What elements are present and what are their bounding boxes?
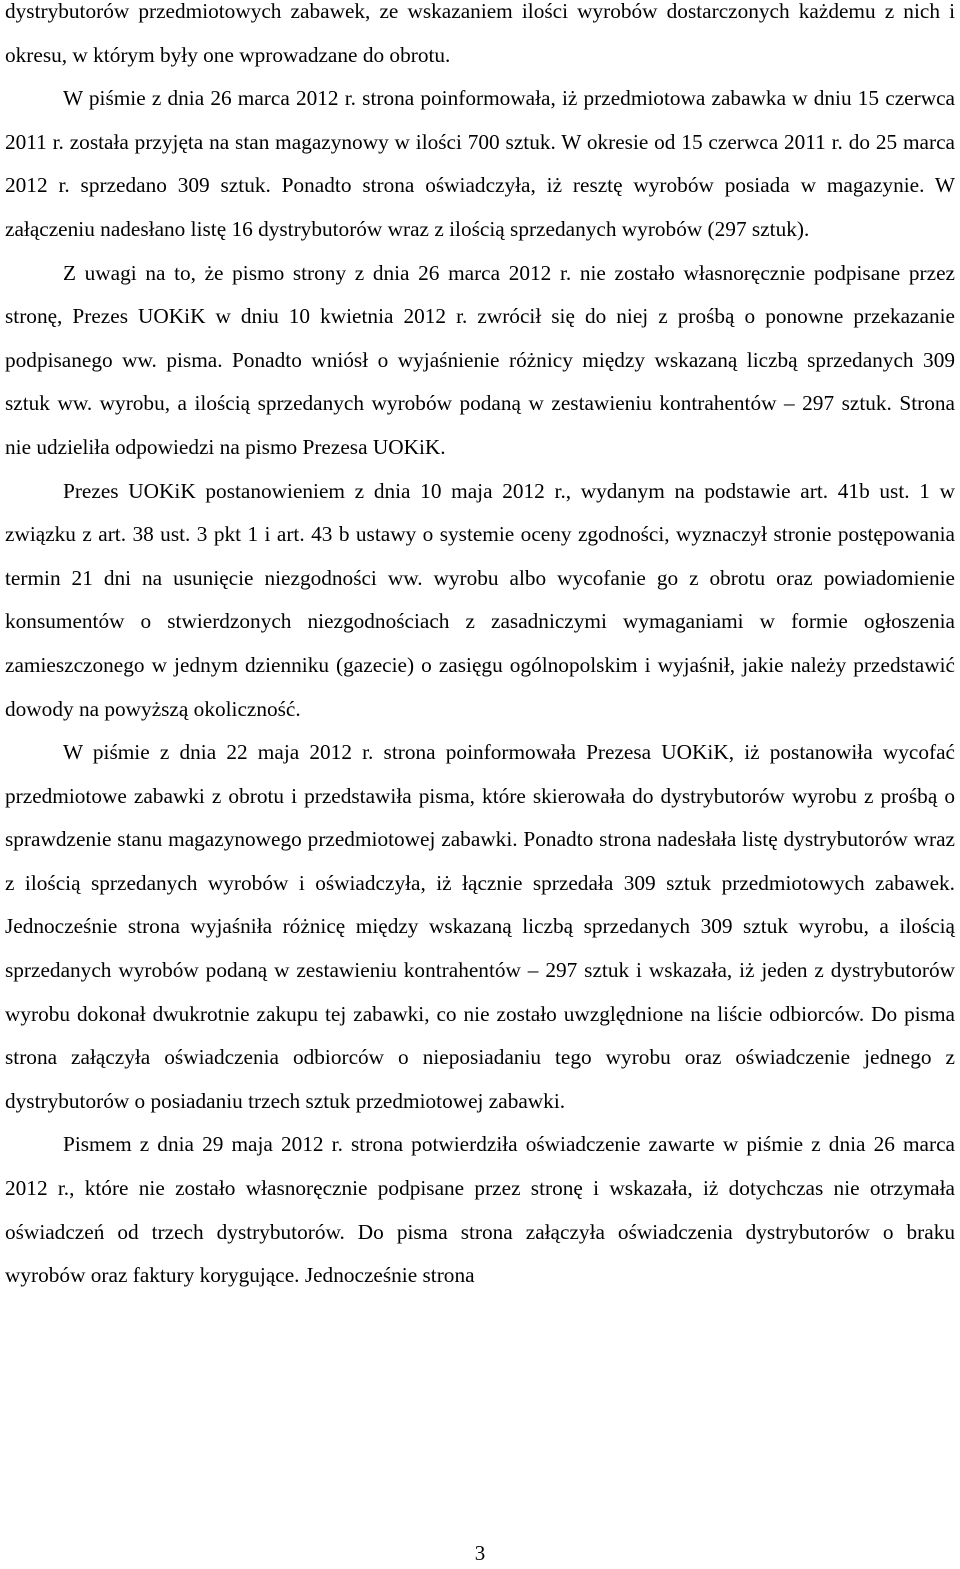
paragraph-continuation: dystrybutorów przedmiotowych zabawek, ze wskazaniem ilości wyrobów dostarczonych każdemu z nich i okresu, w którym były one wprowadzane do obrotu. xyxy=(5,0,955,67)
document-page xyxy=(5,0,955,1298)
paragraph-letter-26-march: W piśmie z dnia 26 marca 2012 r. strona poinformowała, iż przedmiotowa zabawka w dniu 15 czerwca 2011 r. została przyjęta na stan magazynowy w ilości 700 sztuk. W okresie od 15 czerwca 2011 r. do 25 marca 2012 r. sprzedano 309 sztuk. Ponadto strona oświadczyła, iż resztę wyrobów posiada w magazynie. W załączeniu nadesłano listę 16 dystrybutorów wraz z ilością sprzedanych wyrobów (297 sztuk). xyxy=(5,86,955,241)
page-number: 3 xyxy=(474,1541,486,1565)
paragraph-letter-29-may: Pismem z dnia 29 maja 2012 r. strona potwierdziła oświadczenie zawarte w piśmie z dnia 26 marca 2012 r., które nie zostało własnoręcznie podpisane przez stronę i wskazała, iż dotychczas nie otrzymała oświadczeń od trzech dystrybutorów. Do pisma strona załączyła oświadczenia dystrybutorów o braku wyrobów oraz faktury korygujące. Jednocześnie strona xyxy=(5,1132,955,1288)
paragraph-letter-22-may: W piśmie z dnia 22 maja 2012 r. strona poinformowała Prezesa UOKiK, iż postanowiła wycofać przedmiotowe zabawki z obrotu i przedstawiła pisma, które skierowała do dystrybutorów wyrobu z prośbą o sprawdzenie stanu magazynowego przedmiotowej zabawki. Ponadto strona nadesłała listę dystrybutorów wraz z ilością sprzedanych wyrobów i oświadczyła, iż łącznie sprzedała 309 sztuk przedmiotowych zabawek. Jednocześnie strona wyjaśniła różnicę między wskazaną liczbą sprzedanych 309 sztuk wyrobu, a ilością sprzedanych wyrobów podaną w zestawieniu kontrahentów – 297 sztuk i wskazała, iż jeden z dystrybutorów wyrobu dokonał dwukrotnie zakupu tej zabawki, co nie zostało uwzględnione na liście odbiorców. Do pisma strona załączyła oświadczenia odbiorców o nieposiadaniu tego wyrobu oraz oświadczenie jednego z dystrybutorów o posiadaniu trzech sztuk przedmiotowej zabawki. xyxy=(5,740,955,1113)
paragraph-unsigned-letter: Z uwagi na to, że pismo strony z dnia 26 marca 2012 r. nie zostało własnoręcznie podpisane przez stronę, Prezes UOKiK w dniu 10 kwietnia 2012 r. zwrócił się do niej z prośbą o ponowne przekazanie podpisanego ww. pisma. Ponadto wniósł o wyjaśnienie różnicy między wskazaną liczbą sprzedanych 309 sztuk ww. wyrobu, a ilością sprzedanych wyrobów podaną w zestawieniu kontrahentów – 297 sztuk. Strona nie udzieliła odpowiedzi na pismo Prezesa UOKiK. xyxy=(5,260,955,459)
paragraph-decision-10-may: Prezes UOKiK postanowieniem z dnia 10 maja 2012 r., wydanym na podstawie art. 41b ust. 1 w związku z art. 38 ust. 3 pkt 1 i art. 43 b ustawy o systemie oceny zgodności, wyznaczył stronie postępowania termin 21 dni na usunięcie niezgodności ww. wyrobu albo wycofanie go z obrotu oraz powiadomienie konsumentów o stwierdzonych niezgodnościach z zasadniczymi wymaganiami w formie ogłoszenia zamieszczonego w jednym dzienniku (gazecie) o zasięgu ogólnopolskim i wyjaśnił, jakie należy przedstawić dowody na powyższą okoliczność. xyxy=(5,478,955,721)
